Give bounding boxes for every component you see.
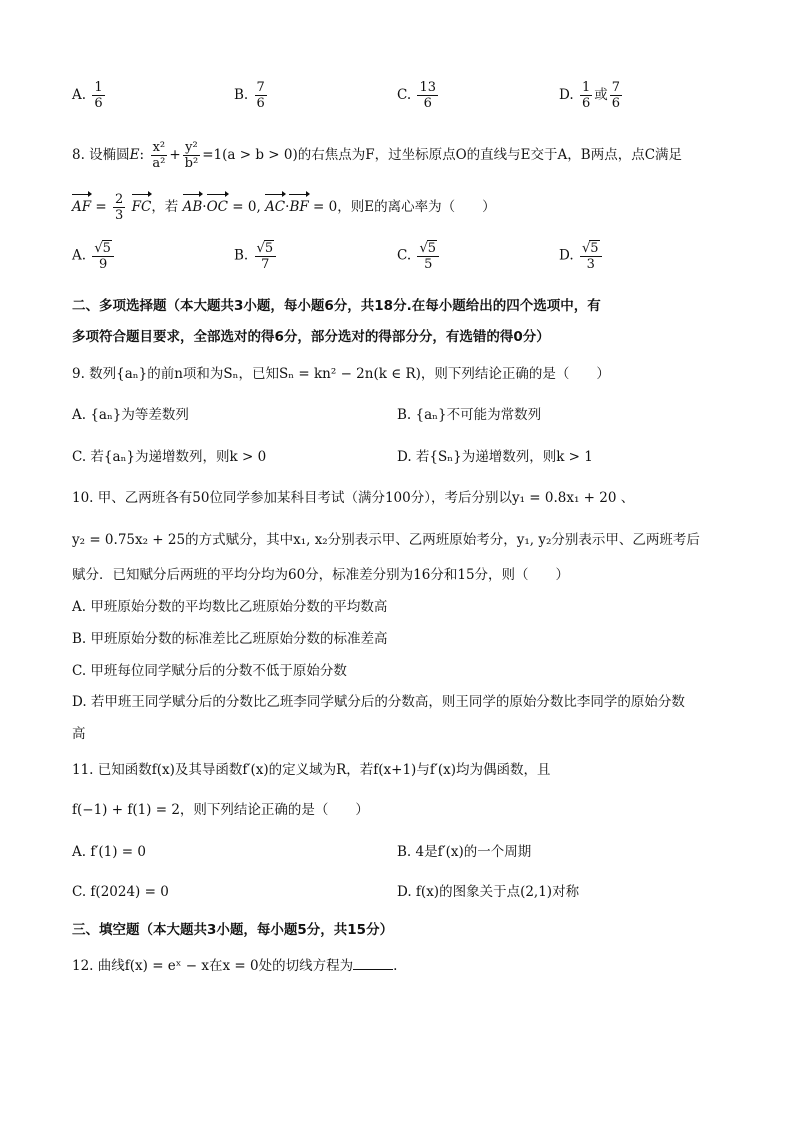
radicand: 5 xyxy=(427,241,437,256)
vector-bf: BF xyxy=(289,193,308,217)
fraction xyxy=(417,240,439,272)
numerator: 2 xyxy=(115,192,124,207)
q12-stem xyxy=(72,956,397,976)
q11-stem-line1: 11. 已知函数f(x)及其导函数f′(x)的定义域为R，若f(x+1)与f′(x)均为偶函数，且 xyxy=(72,762,551,778)
q7-option-b xyxy=(234,80,269,111)
denominator: 3 xyxy=(115,208,124,223)
q11-option-d: D. f(x)的图象关于点(2,1)对称 xyxy=(397,884,580,900)
fraction-y xyxy=(183,140,201,171)
numerator: 7 xyxy=(256,80,265,95)
radicand: 5 xyxy=(590,241,599,256)
denominator: b² xyxy=(184,156,199,171)
fraction xyxy=(113,192,125,223)
ellipse-name: E xyxy=(129,147,140,163)
q9-option-b: B. {aₙ}不可能为常数列 xyxy=(397,407,542,423)
q10-stem-line2: y₂ = 0.75x₂ + 25的方式赋分，其中x₁, x₂分别表示甲、乙两班原始考分，y₁, y₂分别表示甲、乙两班考后 xyxy=(72,532,700,548)
vector-ac: AC xyxy=(265,193,285,217)
q9-option-a: A. {aₙ}为等差数列 xyxy=(72,407,189,423)
fraction xyxy=(580,80,592,111)
question-number: 8. 设椭圆 xyxy=(72,147,130,163)
radicand: 5 xyxy=(102,241,111,256)
q11-option-b: B. 4是f′(x)的一个周期 xyxy=(397,844,532,860)
q10-stem-line3: 赋分．已知赋分后两班的平均分均为60分，标准差分别为16分和15分，则（ ） xyxy=(72,567,570,583)
q11-stem-line2: f(−1) + f(1) = 2，则下列结论正确的是（ ） xyxy=(72,802,369,818)
q8-option-a xyxy=(72,240,116,272)
fraction xyxy=(255,80,267,111)
vector-ab: AB xyxy=(183,193,203,217)
section3-heading: 三、填空题（本大题共3小题，每小题5分，共15分） xyxy=(72,922,394,938)
q8-option-d xyxy=(559,240,604,272)
section2-heading-line1: 二、多项选择题（本大题共3小题，每小题6分，共18分.在每小题给出的四个选项中，有 xyxy=(72,298,601,314)
vector-af: AF xyxy=(72,193,91,217)
q7-option-c xyxy=(397,80,440,111)
equals-sign: = xyxy=(95,199,107,215)
fraction xyxy=(92,80,104,111)
fraction xyxy=(255,240,277,272)
q8-option-b xyxy=(234,240,278,272)
numerator: √5 xyxy=(580,240,602,257)
period: . xyxy=(393,958,398,974)
stem-text: ，则E的离心率为（ ） xyxy=(337,199,496,215)
q11-option-c: C. f(2024) = 0 xyxy=(72,884,169,900)
option-label: A. xyxy=(72,87,87,103)
q9-stem: 9. 数列{aₙ}的前n项和为Sₙ，已知Sₙ = kn² − 2n(k ∈ R)，则下列结论正确的是（ ） xyxy=(72,366,610,382)
q8-option-c xyxy=(397,240,441,272)
numerator: 1 xyxy=(581,80,591,95)
answer-blank[interactable] xyxy=(353,957,393,970)
numerator: 13 xyxy=(419,80,436,95)
vector-fc: FC xyxy=(132,193,152,217)
q12-stem-text: 12. 曲线f(x) = eˣ − x在x = 0处的切线方程为 xyxy=(72,958,354,974)
fraction xyxy=(92,240,114,272)
fraction xyxy=(417,80,438,111)
numerator: √5 xyxy=(92,240,114,257)
q10-option-d-line1: D. 若甲班王同学赋分后的分数比乙班李同学赋分后的分数高，则王同学的原始分数比李同学的原始分数 xyxy=(72,694,685,710)
dot-operator: · xyxy=(202,199,207,215)
numerator: y² xyxy=(185,140,198,155)
equation-condition: =1(a > b > 0) xyxy=(202,147,298,163)
option-label: D. xyxy=(559,247,574,264)
radicand: 5 xyxy=(264,241,274,256)
fraction-x xyxy=(150,140,167,171)
option-label: B. xyxy=(234,87,249,103)
q8-stem-line2 xyxy=(72,192,496,223)
equals-zero: = 0 xyxy=(313,199,338,215)
q10-option-a: A. 甲班原始分数的平均数比乙班原始分数的平均数高 xyxy=(72,599,388,615)
denominator: 6 xyxy=(256,96,265,111)
denominator: 7 xyxy=(261,257,270,272)
numerator: 1 xyxy=(94,80,103,95)
numerator: 7 xyxy=(611,80,620,95)
vector-oc: OC xyxy=(207,193,228,217)
numerator: x² xyxy=(152,140,166,155)
q11-option-a: A. f′(1) = 0 xyxy=(72,844,146,860)
dot-operator: · xyxy=(285,199,290,215)
fraction xyxy=(580,240,602,272)
option-label: D. xyxy=(559,87,574,103)
q10-option-d-line2: 高 xyxy=(72,726,86,742)
denominator: 6 xyxy=(611,96,620,111)
numerator: √5 xyxy=(417,240,439,257)
option-label: A. xyxy=(72,247,87,264)
section2-heading-line2: 多项符合题目要求，全部选对的得6分，部分选对的得部分分，有选错的得0分） xyxy=(72,329,550,345)
or-text: 或 xyxy=(594,87,608,103)
denominator: 6 xyxy=(581,96,591,111)
denominator: 9 xyxy=(98,257,108,272)
denominator: a² xyxy=(152,156,166,171)
stem-text: 的右焦点为F，过坐标原点O的直线与E交于A，B两点，点C满足 xyxy=(297,147,683,163)
q10-option-b: B. 甲班原始分数的标准差比乙班原始分数的标准差高 xyxy=(72,631,388,647)
stem-text: ，若 xyxy=(151,199,179,215)
denominator: 5 xyxy=(424,257,433,272)
equals-zero: = 0, xyxy=(232,199,261,215)
numerator: √5 xyxy=(255,240,277,257)
option-label: C. xyxy=(397,247,412,264)
option-label: C. xyxy=(397,87,412,103)
fraction xyxy=(610,80,622,111)
denominator: 6 xyxy=(94,96,103,111)
q10-option-c: C. 甲班每位同学赋分后的分数不低于原始分数 xyxy=(72,663,347,679)
denominator: 6 xyxy=(423,96,432,111)
q7-option-a xyxy=(72,80,107,111)
q8-stem-line1: 8. 设椭圆E: $\frac{\text{x²}}{\text{a²}}$ + $\frac{\text{y²}}{\text{b²}}$ =1(a > b > 0)的右焦点为F，过坐标原点O的直线与E交于A，B两点，点C满足 xyxy=(72,140,683,171)
q7-option-d xyxy=(559,80,624,111)
option-label: B. xyxy=(234,247,249,264)
q9-option-c: C. 若{aₙ}为递增数列，则k > 0 xyxy=(72,449,267,465)
denominator: 3 xyxy=(586,257,595,272)
colon: : xyxy=(139,147,145,163)
q10-stem-line1: 10. 甲、乙两班各有50位同学参加某科目考试（满分100分），考后分别以y₁ = 0.8x₁ + 20 、 xyxy=(72,490,635,506)
q9-option-d: D. 若{Sₙ}为递增数列，则k > 1 xyxy=(397,449,593,465)
